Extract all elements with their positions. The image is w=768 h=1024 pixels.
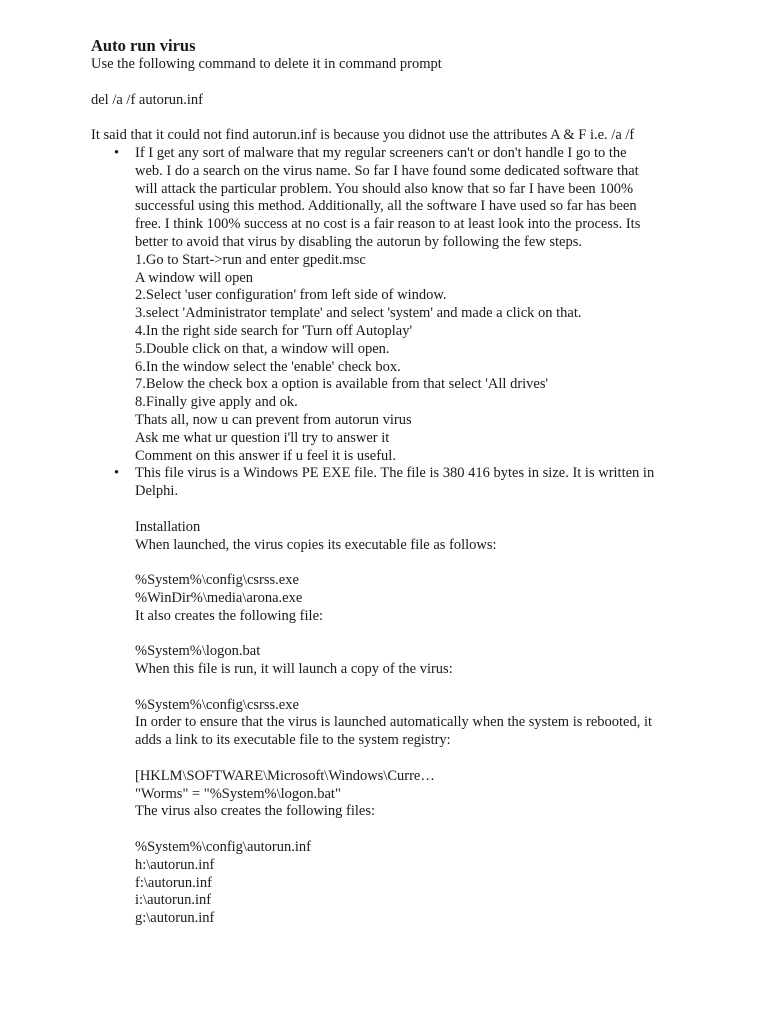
step-line: 7.Below the check box a option is available from that select 'All drives'	[135, 376, 549, 393]
step-line: 4.In the right side search for 'Turn off Autoplay'	[135, 322, 413, 339]
content-line: When launched, the virus copies its executable file as follows:	[135, 536, 497, 553]
bullet-item-malware	[91, 145, 691, 465]
content-line: %WinDir%\media\arona.exe	[135, 589, 303, 606]
content-line: [HKLM\SOFTWARE\Microsoft\Windows\Curre…	[135, 767, 435, 784]
paragraph-line: If I get any sort of malware that my regular screeners can't or don't handle I go to the	[135, 144, 627, 161]
step-line: 3.select 'Administrator template' and select 'system' and made a click on that.	[135, 305, 582, 322]
content-line: Installation	[135, 518, 201, 535]
content-line: %System%\logon.bat	[135, 643, 261, 660]
note-text: It said that it could not find autorun.inf is because you didnot use the attributes A & F i.e. /a /f	[91, 127, 635, 144]
spacer	[135, 750, 691, 768]
bullet-icon: •	[114, 465, 120, 482]
content-line: h:\autorun.inf	[135, 856, 215, 873]
command-text: del /a /f autorun.inf	[91, 91, 203, 108]
bullet1-paragraph	[135, 145, 691, 252]
step-line: 1.Go to Start->run and enter gpedit.msc	[135, 251, 366, 268]
content-line: f:\autorun.inf	[135, 874, 212, 891]
content-line: In order to ensure that the virus is launched automatically when the system is rebooted, it	[135, 714, 653, 731]
spacer	[135, 626, 691, 644]
bullet2-content	[135, 465, 691, 928]
content-line: It also creates the following file:	[135, 607, 324, 624]
content-line: g:\autorun.inf	[135, 910, 215, 927]
spacer	[91, 109, 691, 127]
document-title: Auto run virus	[91, 36, 196, 55]
bullet-item-file-virus	[91, 465, 691, 928]
paragraph-line: web. I do a search on the virus name. So far I have found some dedicated software that	[135, 162, 639, 179]
step-line: 8.Finally give apply and ok.	[135, 394, 298, 411]
bullet1-steps	[135, 252, 691, 466]
spacer	[135, 501, 691, 519]
step-line: 2.Select 'user configuration' from left side of window.	[135, 287, 447, 304]
paragraph-line: successful using this method. Additionally, all the software I have used so far has been	[135, 198, 637, 215]
paragraph-line: will attack the particular problem. You should also know that so far I have been 100%	[135, 180, 634, 197]
document-page	[91, 36, 691, 928]
content-line: i:\autorun.inf	[135, 892, 212, 909]
content-line: Delphi.	[135, 483, 179, 500]
paragraph-line: free. I think 100% success at no cost is a fair reason to at least look into the process. Its	[135, 216, 641, 233]
step-line: Comment on this answer if u feel it is useful.	[135, 447, 396, 464]
content-line: %System%\config\csrss.exe	[135, 696, 299, 713]
content-line: "Worms" = "%System%\logon.bat"	[135, 785, 341, 802]
step-line: Ask me what ur question i'll try to answer it	[135, 429, 390, 446]
spacer	[135, 679, 691, 697]
spacer	[135, 554, 691, 572]
step-line: Thats all, now u can prevent from autorun virus	[135, 411, 412, 428]
content-line: adds a link to its executable file to the system registry:	[135, 732, 451, 749]
spacer	[135, 821, 691, 839]
intro-text: Use the following command to delete it in command prompt	[91, 56, 442, 72]
content-line: The virus also creates the following files:	[135, 803, 375, 820]
content-line: %System%\config\autorun.inf	[135, 839, 311, 856]
spacer	[91, 74, 691, 92]
step-line: 5.Double click on that, a window will open.	[135, 340, 390, 357]
step-line: A window will open	[135, 269, 254, 286]
bullet-list	[91, 145, 691, 928]
content-line: This file virus is a Windows PE EXE file. The file is 380 416 bytes in size. It is written in	[135, 465, 655, 482]
content-line: %System%\config\csrss.exe	[135, 572, 299, 589]
content-line: When this file is run, it will launch a copy of the virus:	[135, 661, 453, 678]
step-line: 6.In the window select the 'enable' check box.	[135, 358, 401, 375]
paragraph-line: better to avoid that virus by disabling the autorun by following the few steps.	[135, 233, 583, 250]
bullet-icon: •	[114, 144, 120, 161]
